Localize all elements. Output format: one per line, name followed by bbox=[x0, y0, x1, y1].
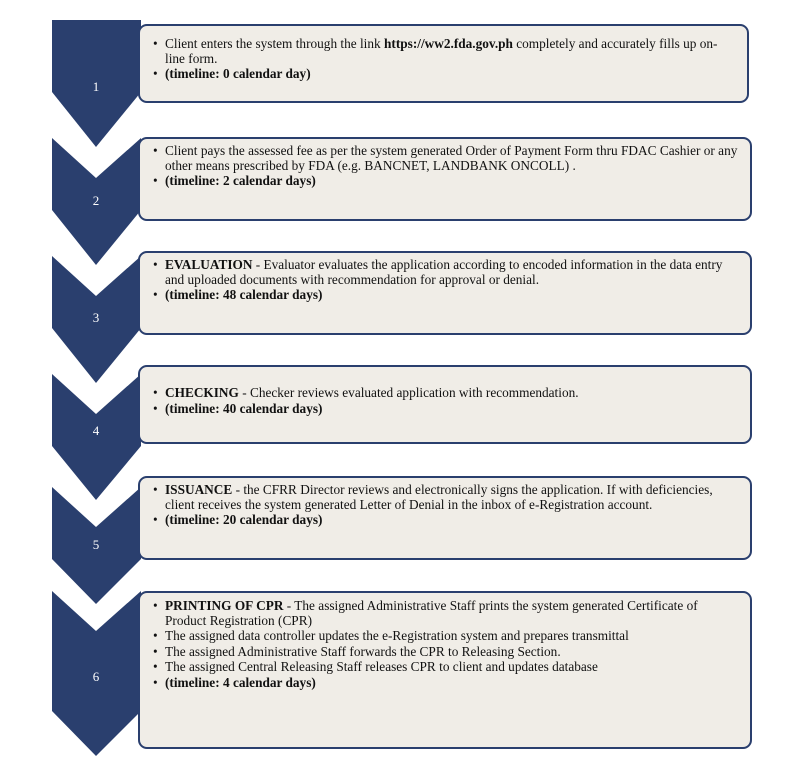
step-6-item-3: • The assigned Administrative Staff forwards the CPR to Releasing Section. bbox=[152, 645, 738, 660]
step-5-timeline: • (timeline: 20 calendar days) bbox=[152, 513, 738, 528]
step-1-item-1: • Client enters the system through the link https://ww2.fda.gov.ph completely and accurately fills up on-line form. bbox=[152, 37, 735, 66]
step-2-item-1: • Client pays the assessed fee as per the system generated Order of Payment Form thru FDAC Cashier or any other means prescribed by FDA (e.g. BANCNET, LANDBANK ONCOLL) . bbox=[152, 144, 738, 173]
step-4-number: 4 bbox=[92, 423, 100, 438]
step-6-item-4: • The assigned Central Releasing Staff releases CPR to client and updates database bbox=[152, 660, 738, 675]
step-1-box bbox=[138, 24, 749, 103]
step-3-timeline: • (timeline: 48 calendar days) bbox=[152, 288, 738, 303]
step-3-box bbox=[138, 251, 752, 335]
step-4-item-1: • CHECKING - Checker reviews evaluated application with recommendation. bbox=[152, 386, 738, 401]
step-2-box bbox=[138, 137, 752, 221]
step-2-timeline: • (timeline: 2 calendar days) bbox=[152, 174, 738, 189]
step-6-number: 6 bbox=[92, 669, 100, 684]
step-6-box bbox=[138, 591, 752, 749]
step-2-number: 2 bbox=[92, 193, 100, 208]
step-5-box bbox=[138, 476, 752, 560]
step-4-box bbox=[138, 365, 752, 444]
step-4-timeline: • (timeline: 40 calendar days) bbox=[152, 402, 738, 417]
step-1-number: 1 bbox=[92, 79, 100, 94]
step-5-number: 5 bbox=[92, 537, 100, 552]
step-6-item-1: • PRINTING OF CPR - The assigned Administrative Staff prints the system generated Certificate of Product Registration (CPR) bbox=[152, 599, 738, 628]
step-5-item-1: • ISSUANCE - the CFRR Director reviews and electronically signs the application. If with deficiencies, client receives the system generated Letter of Denial in the inbox of e-Registration account. bbox=[152, 483, 738, 512]
step-3-item-1: • EVALUATION - Evaluator evaluates the application according to encoded information in the data entry and uploaded documents with recommendation for approval or denial. bbox=[152, 258, 738, 287]
step-3-number: 3 bbox=[92, 310, 100, 325]
step-1-timeline: • (timeline: 0 calendar day) bbox=[152, 67, 735, 82]
step-6-item-2: • The assigned data controller updates the e-Registration system and prepares transmittal bbox=[152, 629, 738, 644]
step-6-timeline: • (timeline: 4 calendar days) bbox=[152, 676, 738, 691]
